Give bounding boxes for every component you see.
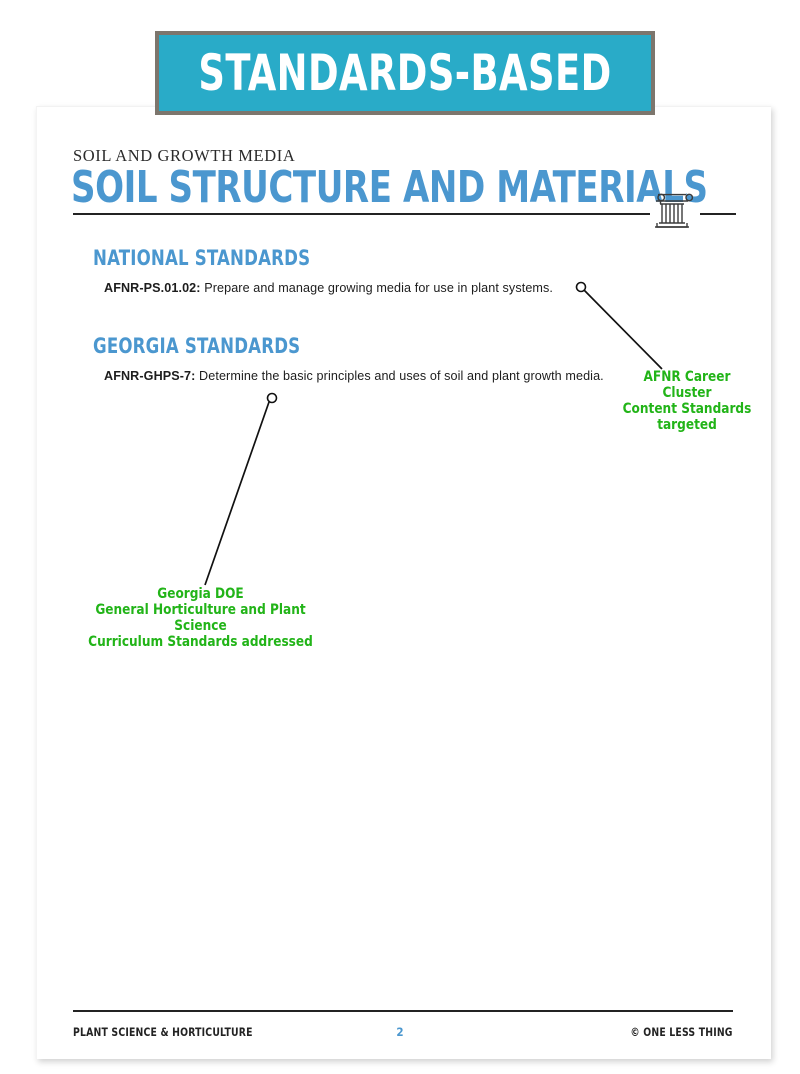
footer-divider bbox=[73, 1010, 733, 1012]
standard-code-georgia: AFNR-GHPS-7: bbox=[104, 369, 196, 383]
greek-column-icon bbox=[650, 189, 694, 231]
callout-line: Curriculum Standards addressed bbox=[88, 634, 313, 650]
unit-eyebrow-title: SOIL AND GROWTH MEDIA bbox=[73, 146, 296, 165]
standard-text-georgia: Determine the basic principles and uses of soil and plant growth media. bbox=[195, 369, 604, 383]
standards-based-banner bbox=[155, 31, 655, 115]
section-heading-national-standards: NATIONAL STANDARDS bbox=[93, 246, 311, 270]
page-title: SOIL STRUCTURE AND MATERIALS bbox=[71, 162, 708, 213]
standard-text-national: Prepare and manage growing media for use in plant systems. bbox=[200, 281, 554, 295]
footer-page-number: 2 bbox=[396, 1025, 404, 1039]
callout-leader-line-georgia bbox=[195, 388, 290, 593]
callout-anchor-dot-afnr bbox=[577, 283, 586, 292]
title-divider-right bbox=[700, 213, 736, 215]
standard-item-national bbox=[104, 281, 553, 295]
callout-line: Georgia DOE bbox=[157, 586, 244, 602]
footer-copyright: © ONE LESS THING bbox=[630, 1025, 733, 1039]
section-heading-georgia-standards: GEORGIA STANDARDS bbox=[93, 334, 301, 358]
callout-line: Content Standards bbox=[622, 401, 752, 417]
callout-georgia-doe bbox=[68, 586, 333, 650]
callout-anchor-dot-georgia bbox=[268, 394, 277, 403]
standard-item-georgia bbox=[104, 369, 604, 383]
footer-course-name: PLANT SCIENCE & HORTICULTURE bbox=[73, 1025, 253, 1039]
callout-line: AFNR Career Cluster bbox=[643, 369, 731, 401]
callout-leader-line-afnr bbox=[570, 275, 680, 380]
callout-line: General Horticulture and Plant Science bbox=[95, 602, 306, 634]
callout-line: targeted bbox=[657, 417, 717, 433]
standard-code-national: AFNR-PS.01.02: bbox=[104, 281, 201, 295]
title-divider-left bbox=[73, 213, 650, 215]
banner-label: STANDARDS-BASED bbox=[198, 44, 612, 102]
callout-afnr-career-cluster bbox=[617, 369, 757, 433]
